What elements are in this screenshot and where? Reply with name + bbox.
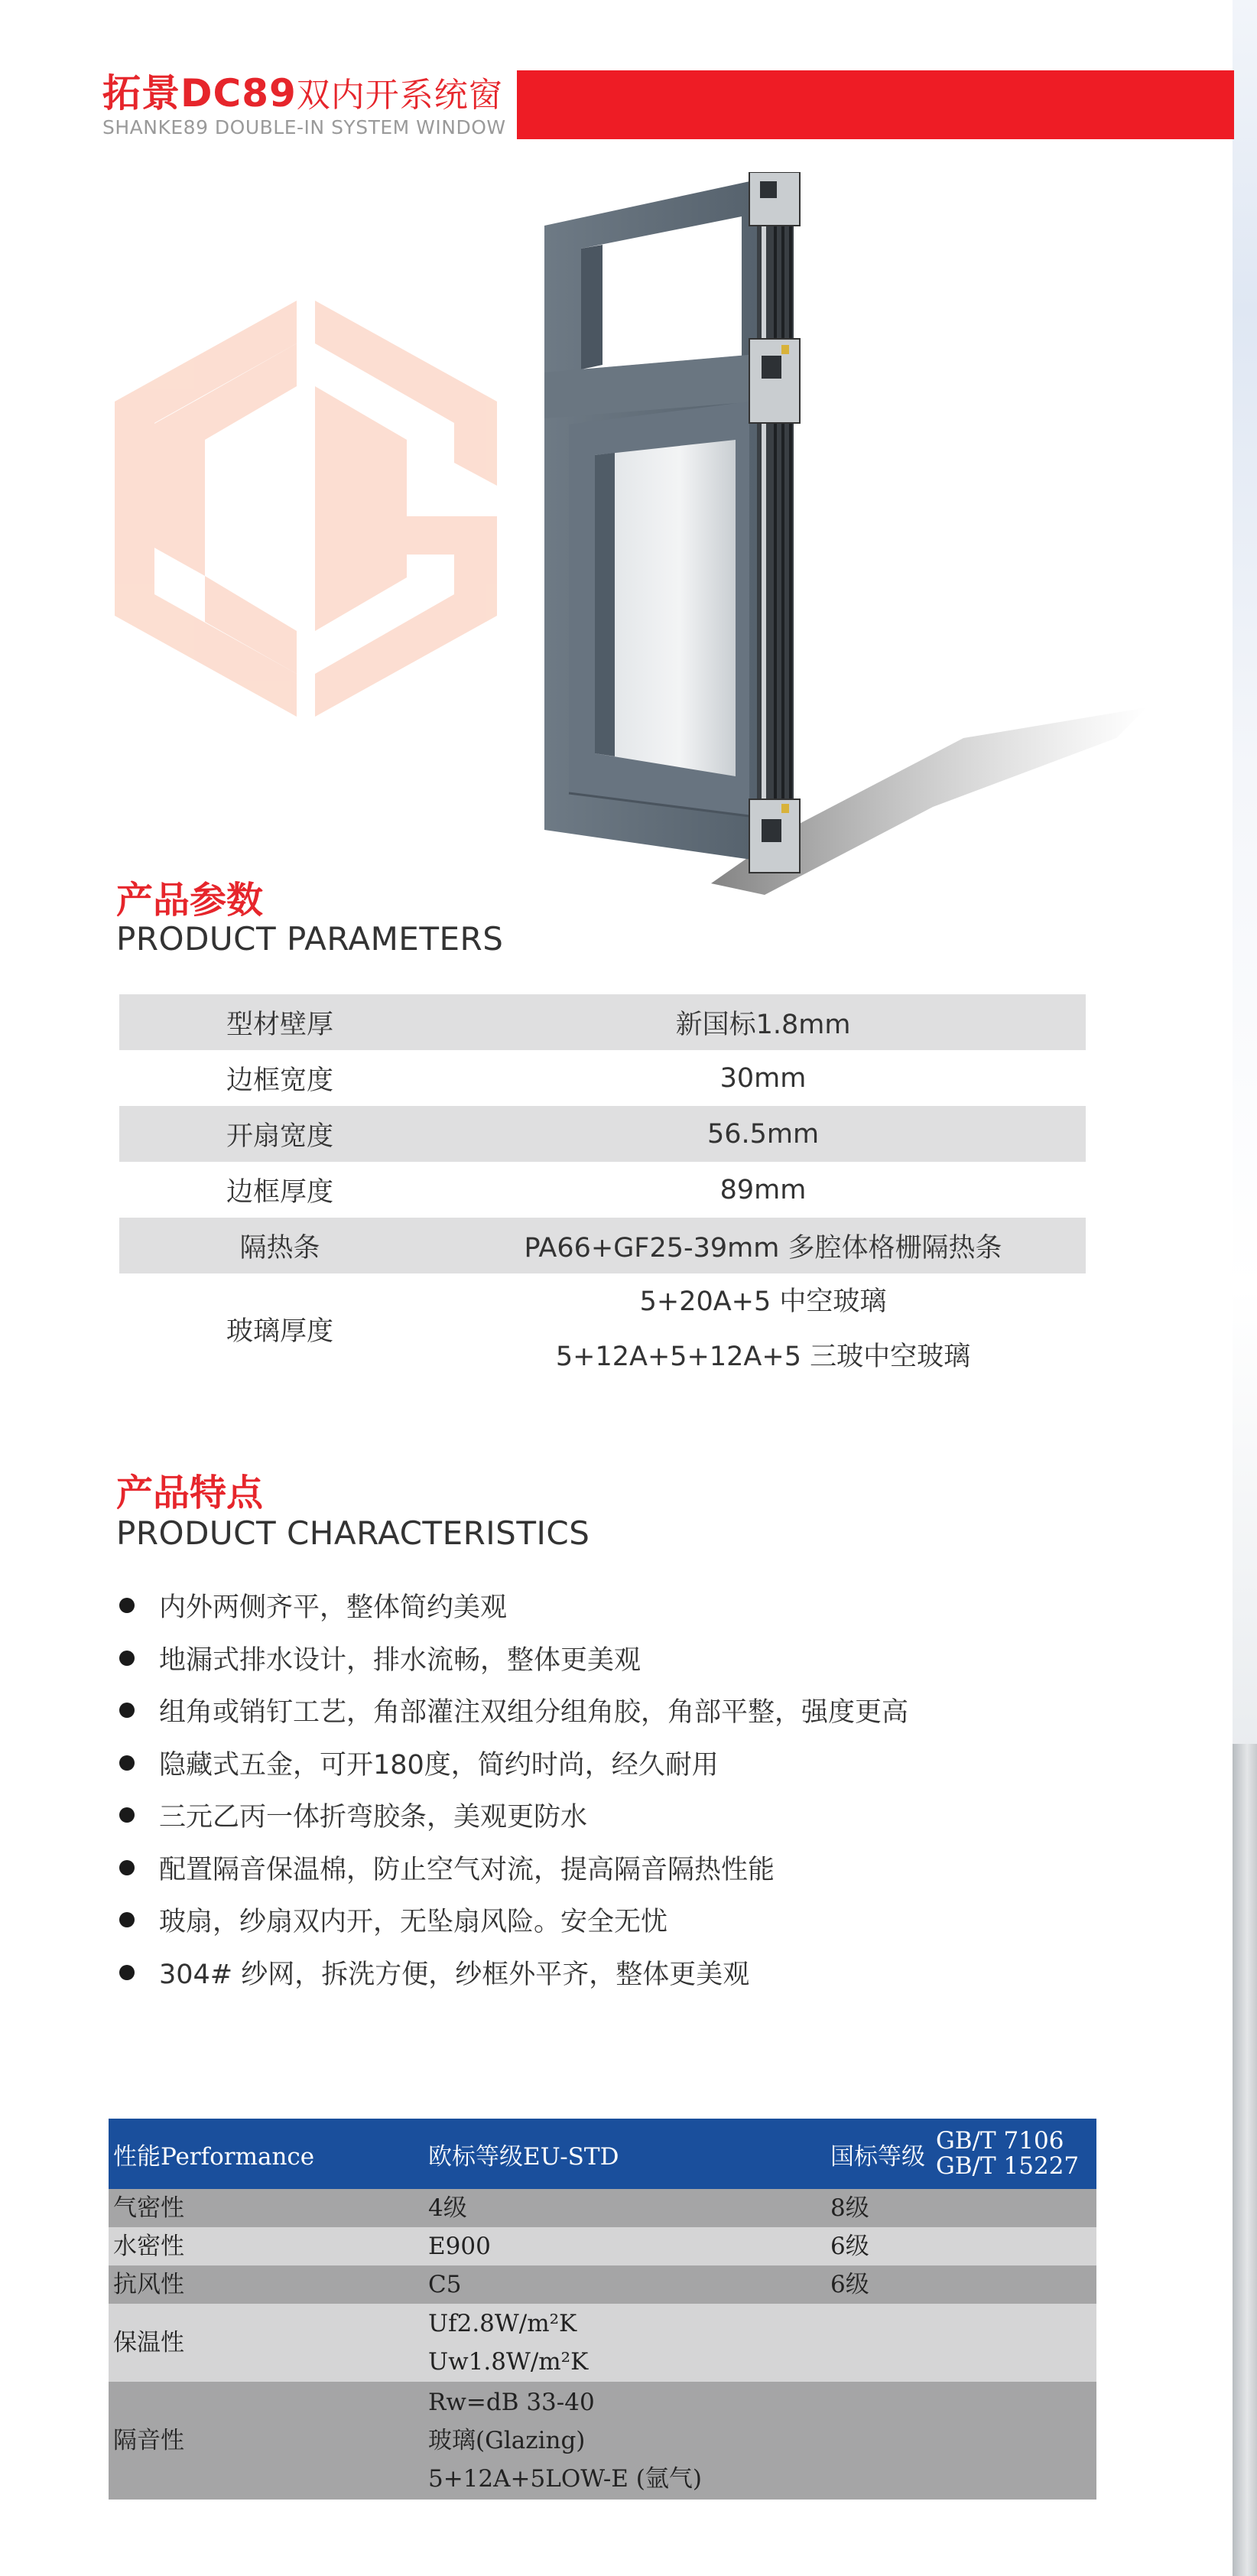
table-row [109,2382,1096,2500]
table-row [109,2189,1096,2227]
param-label: 开扇宽度 [119,1106,440,1162]
list-item [119,1947,908,1999]
characteristics-list [119,1579,908,1999]
param-value: 56.5mm [440,1106,1086,1162]
param-row-frame-thickness [119,1162,1086,1218]
perf-gb: 6级 [826,2227,1096,2265]
list-item [119,1789,908,1842]
bullet-icon [119,1598,135,1613]
param-row-sash-width [119,1106,1086,1162]
list-item [119,1579,908,1632]
bullet-icon [119,1912,135,1927]
param-row-glass-thickness [119,1273,1086,1385]
perf-eu-line: Uf2.8W/m²K [428,2310,577,2337]
perf-eu-line: Rw=dB 33-40 [428,2389,595,2416]
list-item [119,1842,908,1895]
perf-gb [826,2304,1096,2382]
feature-text: 配置隔音保温棉，防止空气对流，提高隔音隔热性能 [159,1854,775,1885]
perf-name: 抗风性 [109,2265,424,2304]
bullet-icon [119,1807,135,1823]
parameters-title-cn: 产品参数 [116,879,264,922]
param-value: 30mm [719,1062,807,1094]
param-row-frame-width [119,1050,1086,1106]
header-eu-std: 欧标等级EU-STD [424,2119,826,2189]
bullet-icon [119,1860,135,1875]
perf-eu: 4级 [424,2189,826,2227]
list-item [119,1894,908,1947]
glass-option: 5+20A+5 中空玻璃 [639,1286,887,1317]
gb-std-code: GB/T 7106 [936,2127,1064,2155]
right-edge-photo-detail [1233,1744,1257,2576]
feature-text: 三元乙丙一体折弯胶条，美观更防水 [159,1802,588,1833]
list-item [119,1684,908,1737]
parameters-table [119,994,1086,1385]
perf-eu-line: Uw1.8W/m²K [428,2348,589,2376]
perf-eu [424,2304,826,2382]
param-value [440,1273,1086,1385]
feature-text: 304# 纱网，拆洗方便，纱框外平齐，整体更美观 [159,1959,750,1990]
header-gb-std [826,2119,1096,2189]
perf-eu: E900 [424,2227,826,2265]
parameters-title-en: PRODUCT PARAMETERS [116,920,504,958]
param-label: 边框宽度 [226,1065,333,1096]
param-value: 89mm [719,1174,807,1205]
list-item [119,1632,908,1685]
title-bold: 拓景DC89 [102,71,297,115]
page-title [102,63,503,118]
bullet-icon [119,1703,135,1718]
page-subtitle: SHANKE89 DOUBLE-IN SYSTEM WINDOW [102,116,506,138]
perf-eu-line: 5+12A+5LOW-E (氩气) [428,2465,702,2493]
feature-text: 隐藏式五金，可开180度，简约时尚，经久耐用 [159,1749,719,1781]
right-edge-photo-strip [1233,0,1257,2576]
perf-name: 气密性 [109,2189,424,2227]
list-item [119,1737,908,1790]
bullet-icon [119,1651,135,1666]
perf-eu-line: 玻璃(Glazing) [428,2427,586,2454]
performance-header-row [109,2119,1096,2189]
characteristics-title-en: PRODUCT CHARACTERISTICS [116,1514,590,1552]
bullet-icon [119,1965,135,1980]
perf-gb: 8级 [826,2189,1096,2227]
table-row [109,2304,1096,2382]
perf-gb: 6级 [826,2265,1096,2304]
gb-std-code: GB/T 15227 [936,2152,1080,2180]
param-value: PA66+GF25-39mm 多腔体格栅隔热条 [440,1218,1086,1273]
table-row [109,2227,1096,2265]
gb-std-group [830,2129,1079,2178]
performance-table [109,2119,1096,2500]
param-label: 型材壁厚 [119,994,440,1050]
header-performance: 性能Performance [109,2119,424,2189]
perf-name: 保温性 [109,2304,424,2382]
param-row-wall-thickness [119,994,1086,1050]
feature-text: 玻扇，纱扇双内开，无坠扇风险。安全无忧 [159,1907,668,1938]
feature-text: 地漏式排水设计，排水流畅，整体更美观 [159,1644,641,1676]
feature-text: 组角或销钉工艺，角部灌注双组分组角胶，角部平整，强度更高 [159,1697,909,1729]
table-row [109,2265,1096,2304]
param-value: 新国标1.8mm [440,994,1086,1050]
perf-name: 隔音性 [109,2382,424,2500]
perf-eu [424,2382,826,2500]
bullet-icon [119,1755,135,1771]
window-product-image [535,172,1170,906]
gb-std-codes [936,2129,1079,2178]
glass-option: 5+12A+5+12A+5 三玻中空玻璃 [555,1342,971,1372]
param-row-thermal-strip [119,1218,1086,1273]
title-light: 双内开系统窗 [296,76,503,115]
hexagon-logo-icon [107,294,505,723]
perf-name: 水密性 [109,2227,424,2265]
header-red-bar [517,70,1234,139]
feature-text: 内外两侧齐平，整体简约美观 [159,1592,508,1624]
perf-eu: C5 [424,2265,826,2304]
param-label: 边框厚度 [226,1176,333,1208]
characteristics-title-cn: 产品特点 [116,1472,264,1514]
gb-std-label: 国标等级 [830,2142,925,2171]
perf-gb [826,2382,1096,2500]
param-label: 玻璃厚度 [226,1316,333,1347]
param-label: 隔热条 [119,1218,440,1273]
